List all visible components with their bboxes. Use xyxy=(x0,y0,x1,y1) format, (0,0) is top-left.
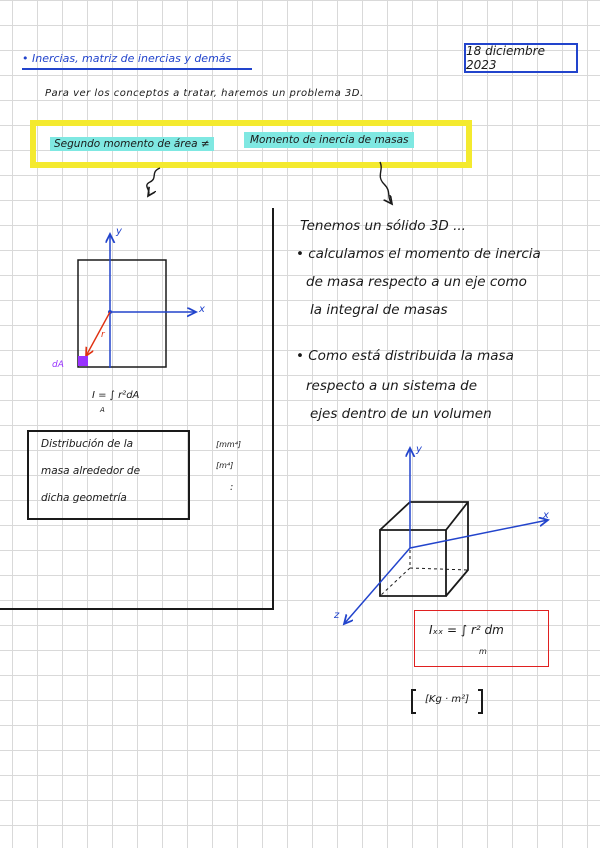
cube-drawing xyxy=(380,502,468,596)
date-text: 18 diciembre 2023 xyxy=(466,44,545,72)
right-text-line-3: de masa respecto a un eje como xyxy=(306,274,527,290)
right-text-line-4: la integral de masas xyxy=(310,302,448,318)
mass-moment-of-inertia-label: Momento de inercia de masas xyxy=(244,132,414,148)
unit-m4: [m⁴] xyxy=(216,461,234,470)
mass-formula-subscript: m xyxy=(479,647,487,656)
cross-section-rectangle xyxy=(78,260,166,367)
mass-formula: Iₓₓ = ∫ r² dm xyxy=(429,623,504,637)
area-element-square xyxy=(78,356,88,366)
cube-z-axis-label: z xyxy=(334,610,340,621)
right-text-line-1: Tenemos un sólido 3D ... xyxy=(300,218,466,234)
cube-x-axis-arrow xyxy=(410,520,548,548)
mass-formula-box xyxy=(414,610,549,667)
position-vector xyxy=(86,312,110,356)
unit-mm4: [mm⁴] xyxy=(216,440,242,449)
right-text-line-7: ejes dentro de un volumen xyxy=(310,406,492,422)
area-element-label: dA xyxy=(52,360,64,370)
second-moment-of-area-label: Segundo momento de área ≠ xyxy=(50,137,214,151)
squiggle-arrow-left-icon xyxy=(147,168,160,196)
area-formula-subscript: A xyxy=(100,406,105,414)
definition-box xyxy=(27,430,190,520)
squiggle-arrow-right-icon xyxy=(380,162,392,204)
mass-units: [Kg · m²] xyxy=(425,694,469,705)
right-text-line-6: respecto a un sistema de xyxy=(306,378,478,394)
cube-z-axis-arrow xyxy=(344,548,410,624)
cube-x-axis-label: x xyxy=(543,510,549,521)
y-axis-label: y xyxy=(116,226,122,237)
definition-line-3: dicha geometría xyxy=(41,492,127,504)
area-formula: I = ∫ r²dA xyxy=(92,390,140,401)
cube-y-axis-label: y xyxy=(416,444,422,455)
note-title: • Inercias, matriz de inercias y demás xyxy=(22,52,232,65)
right-text-line-5: • Como está distribuida la masa xyxy=(296,348,514,364)
cube-hidden-edges xyxy=(380,502,468,596)
definition-line-1: Distribución de la xyxy=(41,438,134,450)
intro-text: Para ver los conceptos a tratar, haremos un problema 3D. xyxy=(45,88,364,99)
x-axis-label: x xyxy=(199,304,205,315)
right-text-line-2: • calculamos el momento de inercia xyxy=(296,246,541,262)
vector-label: r xyxy=(101,330,105,340)
definition-line-2: masa alrededor de xyxy=(41,465,141,477)
unit-ellipsis: : xyxy=(230,482,234,493)
